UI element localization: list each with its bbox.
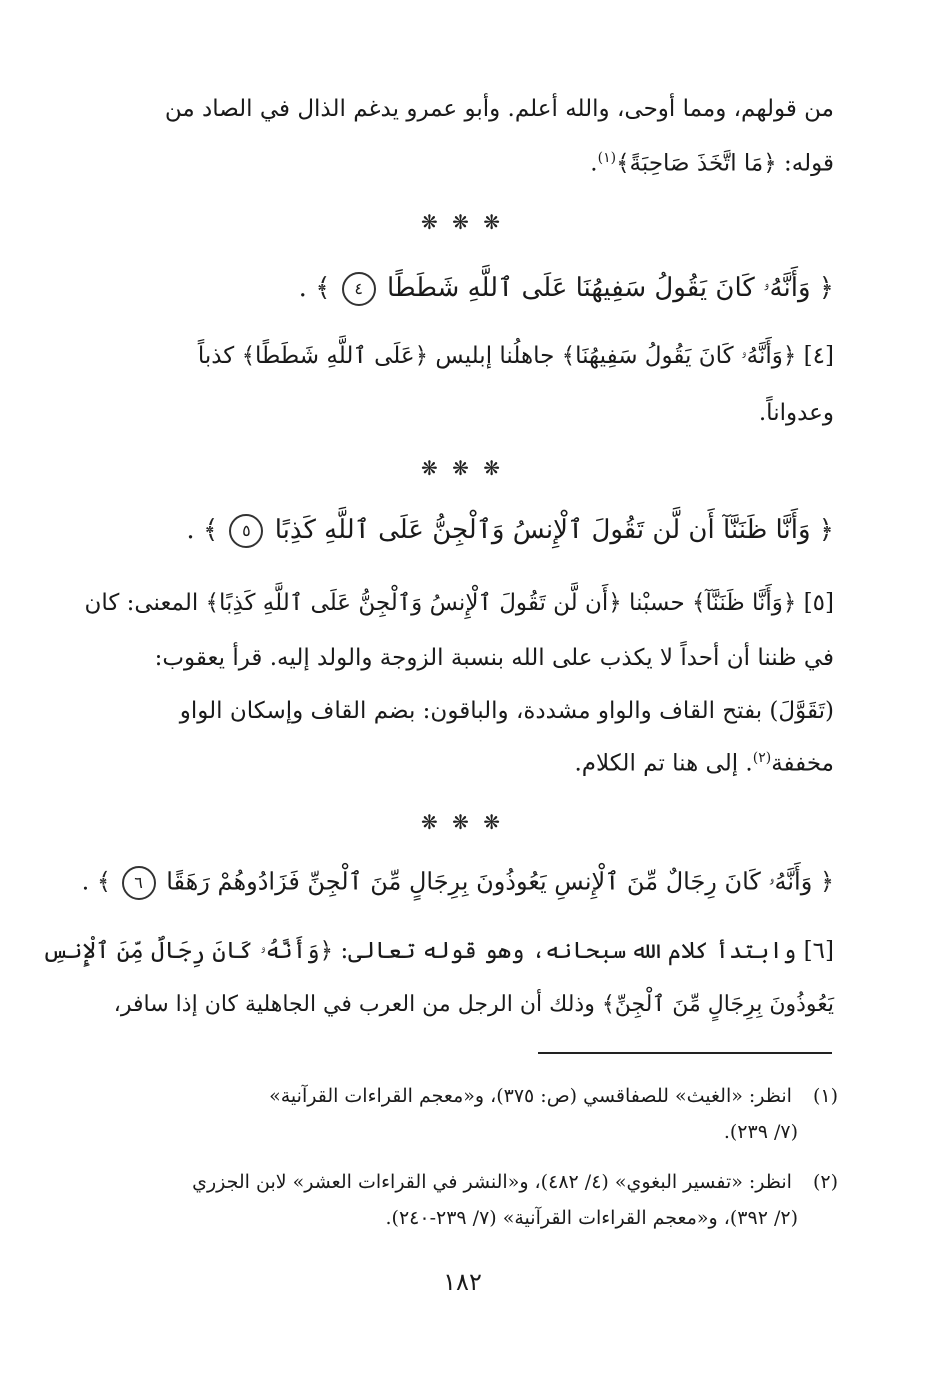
text: في ظننا أن أحداً لا يكذب على الله بنسبة الزوجة والولد إليه. قرأ يعقوب: bbox=[154, 645, 834, 671]
footnote-divider bbox=[538, 1052, 832, 1054]
verse-close-bracket: ﴾ bbox=[96, 867, 111, 896]
text: من قولهم، ومما أوحى، والله أعلم. وأبو عمرو يدغم الذال في الصاد من bbox=[164, 96, 834, 122]
paragraph-4-line-1 bbox=[42, 938, 834, 964]
footnote-text: انظر: «تفسير البغوي» (٤/ ٤٨٢)، و«النشر في القراءات العشر» لابن الجزري bbox=[192, 1171, 792, 1193]
verse-6 bbox=[81, 866, 834, 900]
text: ﴿وَأَنَّهُۥ كَانَ يَقُولُ سَفِيهُنَا﴾ جاهلُنا إبليس ﴿عَلَى ٱللَّهِ شَطَطًا﴾ كذباً bbox=[197, 343, 797, 369]
footnote-ref-1[interactable]: (١) bbox=[597, 150, 617, 166]
verse-text: وَأَنَّهُۥ كَانَ رِجَالٌ مِّنَ ٱلْإِنسِ يَعُوذُونَ بِرِجَالٍ مِّنَ ٱلْجِنِّ فَزَادُوهُمْ رَهَقًا bbox=[166, 867, 813, 896]
verse-4 bbox=[110, 272, 834, 306]
paragraph-4-line-2 bbox=[110, 992, 834, 1017]
paragraph-1-line-1 bbox=[110, 96, 834, 122]
verse-label: [٤] bbox=[803, 343, 834, 369]
text: وعدواناً. bbox=[758, 400, 834, 426]
separator-3: ❋ ❋ ❋ bbox=[421, 810, 504, 834]
footnote-text: انظر: «الغيث» للصفاقسي (ص: ٣٧٥)، و«معجم القراءات القرآنية» bbox=[269, 1085, 792, 1107]
paragraph-3-line-3 bbox=[110, 698, 834, 724]
verse-close-bracket: ﴾ bbox=[202, 515, 219, 545]
footnote-number: (٢) bbox=[812, 1171, 838, 1193]
verse-end: . bbox=[81, 867, 90, 896]
verse-end: . bbox=[298, 273, 307, 303]
paragraph-3-line-1 bbox=[84, 590, 834, 616]
verse-5 bbox=[110, 514, 834, 548]
ayah-number-badge: ٥ bbox=[229, 514, 263, 548]
footnote-1-line-1 bbox=[110, 1078, 838, 1114]
paragraph-2-line-2 bbox=[110, 400, 834, 426]
ayah-number-badge: ٤ bbox=[342, 272, 376, 306]
verse-text: وَأَنَّهُۥ كَانَ يَقُولُ سَفِيهُنَا عَلَى ٱللَّهِ شَطَطًا bbox=[386, 273, 811, 303]
footnote-2 bbox=[110, 1164, 838, 1236]
footnote-text: (٧/ ٢٣٩). bbox=[723, 1121, 798, 1143]
verse-open-bracket: ﴿ bbox=[818, 273, 834, 303]
footnote-2-line-1 bbox=[110, 1164, 838, 1200]
separator-2: ❋ ❋ ❋ bbox=[421, 456, 504, 480]
verse-label: [٥] bbox=[803, 590, 834, 616]
text: (تَقَوَّلَ) بفتح القاف والواو مشددة، والباقون: بضم القاف وإسكان الواو bbox=[179, 698, 834, 724]
paragraph-3-line-4 bbox=[110, 750, 834, 777]
separator-1: ❋ ❋ ❋ bbox=[421, 210, 504, 234]
verse-end: . bbox=[186, 515, 195, 545]
text: مخففة bbox=[771, 750, 834, 777]
footnote-text: (٢/ ٣٩٢)، و«معجم القراءات القرآنية» (٧/ ٢٣٩-٢٤٠). bbox=[385, 1207, 798, 1229]
verse-label: [٦] bbox=[803, 938, 834, 964]
paragraph-3-line-2 bbox=[110, 645, 834, 671]
paragraph-1-line-2 bbox=[110, 150, 834, 177]
footnote-1 bbox=[110, 1078, 838, 1150]
verse-close-bracket: ﴾ bbox=[315, 273, 331, 303]
text: يَعُوذُونَ بِرِجَالٍ مِّنَ ٱلْجِنِّ﴾ وذلك أن الرجل من العرب في الجاهلية كان إذا سافر، bbox=[113, 992, 834, 1017]
text: ﴿وَأَنَّا ظَنَنَّآ﴾ حسبْنا ﴿أَن لَّن تَقُولَ ٱلْإِنسُ وَٱلْجِنُّ عَلَى ٱللَّهِ كَذِبًا﴾ المعنى: كان bbox=[84, 590, 797, 616]
footnote-number: (١) bbox=[812, 1085, 838, 1107]
text: قوله: ﴿مَا اتَّخَذَ صَاحِبَةً﴾ bbox=[616, 150, 834, 177]
paragraph-2-line-1 bbox=[110, 343, 834, 369]
footnote-2-line-2 bbox=[110, 1200, 838, 1236]
verse-open-bracket: ﴿ bbox=[819, 867, 834, 896]
footnote-ref-2[interactable]: (٢) bbox=[752, 750, 772, 766]
text: وابتدأ كلام الله سبحانه، وهو قوله تعالى: ﴿وَأَنَّهُۥ كَانَ رِجَالٌ مِّنَ ٱلْإِنسِ bbox=[42, 938, 797, 964]
ayah-number-badge: ٦ bbox=[122, 866, 156, 900]
verse-text: وَأَنَّا ظَنَنَّآ أَن لَّن تَقُولَ ٱلْإِنسُ وَٱلْجِنُّ عَلَى ٱللَّهِ كَذِبًا bbox=[274, 515, 811, 545]
text: . bbox=[590, 150, 598, 177]
verse-open-bracket: ﴿ bbox=[818, 515, 834, 545]
footnote-1-line-2 bbox=[110, 1114, 838, 1150]
text: . إلى هنا تم الكلام. bbox=[574, 750, 753, 777]
page-number: ١٨٢ bbox=[443, 1268, 482, 1296]
